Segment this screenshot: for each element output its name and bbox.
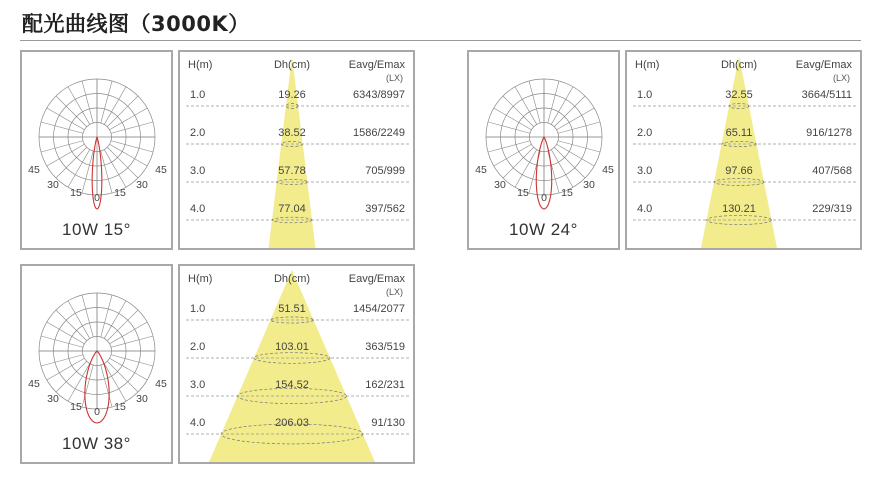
row-dh: 19.26 [278, 89, 306, 101]
polar-angle-label: 45 [28, 378, 40, 390]
polar-caption-2: 10W 24° [509, 220, 578, 239]
polar-grid-ray [101, 81, 112, 123]
polar-chart-panel-1 [20, 50, 173, 250]
row-height: 2.0 [190, 127, 206, 139]
beam-table-2 [627, 52, 860, 248]
row-illuminance: 363/519 [365, 341, 405, 353]
polar-grid-ray [101, 151, 112, 193]
beam-table-1 [180, 52, 413, 248]
row-dh: 206.03 [275, 417, 309, 429]
polar-grid-ray [548, 81, 559, 123]
row-height: 1.0 [190, 303, 206, 315]
row-dh: 38.52 [278, 127, 306, 139]
polar-grid-ray [558, 141, 600, 152]
beam-table-3 [180, 266, 413, 462]
polar-caption-3: 10W 38° [62, 434, 131, 453]
polar-caption-1: 10W 15° [62, 220, 131, 239]
row-dh: 77.04 [278, 203, 306, 215]
polar-angle-label: 15 [114, 401, 126, 413]
polar-grid-ray [111, 355, 153, 366]
header-dh: Dh(cm) [273, 273, 311, 285]
polar-grid-ray [558, 122, 600, 133]
header-eavg: Eavg/Emax [795, 59, 852, 71]
beam-table-panel-1 [178, 50, 415, 250]
row-height: 3.0 [190, 165, 206, 177]
polar-angle-label: 30 [47, 179, 59, 191]
polar-grid-ray [101, 295, 112, 337]
row-illuminance: 397/562 [365, 203, 405, 215]
row-dh: 32.55 [725, 89, 753, 101]
header-h: H(m) [635, 59, 660, 71]
row-height: 4.0 [190, 417, 206, 429]
row-dh: 130.21 [722, 203, 756, 215]
polar-diagram-3 [22, 266, 171, 426]
row-illuminance: 162/231 [365, 379, 405, 391]
row-height: 3.0 [637, 165, 653, 177]
polar-diagram-1 [22, 52, 171, 212]
light-beam-cone [269, 56, 316, 248]
row-dh: 57.78 [278, 165, 306, 177]
polar-grid-ray [41, 355, 83, 366]
row-illuminance: 3664/5111 [801, 89, 852, 101]
row-dh: 51.51 [278, 303, 306, 315]
light-beam-cone [701, 56, 777, 248]
row-height: 4.0 [637, 203, 653, 215]
row-illuminance: 705/999 [365, 165, 405, 177]
polar-grid-ray [488, 141, 530, 152]
light-beam-cone [209, 270, 375, 462]
polar-diagram-2 [469, 52, 618, 212]
polar-angle-label: 0 [94, 192, 100, 204]
header-dh: Dh(cm) [720, 59, 758, 71]
polar-angle-label: 30 [583, 179, 595, 191]
polar-angle-label: 15 [114, 187, 126, 199]
polar-angle-label: 30 [494, 179, 506, 191]
row-illuminance: 916/1278 [806, 127, 852, 139]
row-illuminance: 229/319 [812, 203, 852, 215]
polar-angle-label: 45 [155, 378, 167, 390]
polar-grid-ray [111, 141, 153, 152]
row-dh: 97.66 [725, 165, 753, 177]
header-h: H(m) [188, 273, 213, 285]
polar-angle-label: 45 [155, 164, 167, 176]
polar-chart-panel-3 [20, 264, 173, 464]
row-illuminance: 91/130 [371, 417, 405, 429]
polar-angle-label: 15 [561, 187, 573, 199]
polar-grid-ray [111, 122, 153, 133]
polar-grid-ray [82, 81, 93, 123]
row-height: 1.0 [190, 89, 206, 101]
row-height: 2.0 [637, 127, 653, 139]
row-height: 3.0 [190, 379, 206, 391]
header-unit: (LX) [832, 73, 850, 83]
polar-grid-ray [82, 151, 93, 193]
row-illuminance: 1454/2077 [353, 303, 405, 315]
polar-angle-label: 30 [47, 393, 59, 405]
polar-angle-label: 30 [136, 179, 148, 191]
header-unit: (LX) [385, 287, 403, 297]
row-dh: 154.52 [275, 379, 309, 391]
beam-table-panel-3 [178, 264, 415, 464]
header-h: H(m) [188, 59, 213, 71]
beam-table-panel-2 [625, 50, 862, 250]
polar-grid-ray [41, 141, 83, 152]
polar-grid-ray [111, 336, 153, 347]
row-height: 1.0 [637, 89, 653, 101]
header-eavg: Eavg/Emax [348, 273, 405, 285]
header-dh: Dh(cm) [273, 59, 311, 71]
header-eavg: Eavg/Emax [348, 59, 405, 71]
page-title: 配光曲线图（3000K） [22, 12, 250, 36]
polar-angle-label: 15 [517, 187, 529, 199]
polar-angle-label: 45 [475, 164, 487, 176]
polar-angle-label: 0 [541, 192, 547, 204]
polar-angle-label: 30 [136, 393, 148, 405]
row-dh: 65.11 [725, 127, 753, 139]
polar-grid-ray [529, 81, 540, 123]
row-illuminance: 6343/8997 [353, 89, 405, 101]
polar-grid-ray [41, 336, 83, 347]
row-dh: 103.01 [275, 341, 309, 353]
polar-angle-label: 45 [28, 164, 40, 176]
polar-chart-panel-2 [467, 50, 620, 250]
polar-grid-ray [82, 295, 93, 337]
polar-angle-label: 15 [70, 187, 82, 199]
polar-angle-label: 45 [602, 164, 614, 176]
row-height: 2.0 [190, 341, 206, 353]
row-illuminance: 1586/2249 [353, 127, 405, 139]
title-divider [20, 40, 861, 41]
polar-grid-ray [41, 122, 83, 133]
row-height: 4.0 [190, 203, 206, 215]
header-unit: (LX) [385, 73, 403, 83]
polar-angle-label: 0 [94, 406, 100, 418]
polar-angle-label: 15 [70, 401, 82, 413]
row-illuminance: 407/568 [812, 165, 852, 177]
polar-grid-ray [488, 122, 530, 133]
